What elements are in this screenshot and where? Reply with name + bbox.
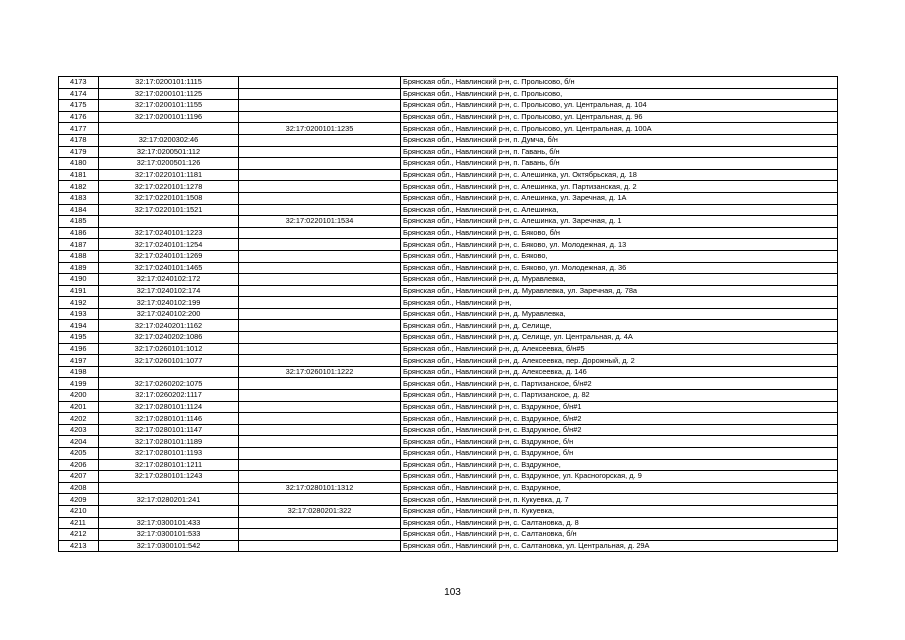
table-row — [59, 285, 838, 297]
cadastral-number-alt-cell — [239, 320, 401, 332]
table-row — [59, 134, 838, 146]
address-cell: Брянская обл., Навлинский р-н, с. Вздружное, б/н#2 — [401, 413, 838, 425]
cadastral-number-cell: 32:17:0260101:1012 — [99, 343, 239, 355]
cadastral-number-cell: 32:17:0300101:433 — [99, 517, 239, 529]
address-cell: Брянская обл., Навлинский р-н, п. Гавань, б/н — [401, 158, 838, 170]
table-row — [59, 448, 838, 460]
address-cell: Брянская обл., Навлинский р-н, с. Вздружное, б/н#2 — [401, 424, 838, 436]
cadastral-number-alt-cell — [239, 274, 401, 286]
cadastral-number-alt-cell — [239, 471, 401, 483]
cadastral-number-cell: 32:17:0240101:1254 — [99, 239, 239, 251]
row-number-cell: 4183 — [59, 192, 99, 204]
table-row — [59, 390, 838, 402]
address-cell: Брянская обл., Навлинский р-н, д. Алексеевка, д. 146 — [401, 366, 838, 378]
cadastral-number-alt-cell — [239, 181, 401, 193]
row-number-cell: 4189 — [59, 262, 99, 274]
address-cell: Брянская обл., Навлинский р-н, с. Салтановка, д. 8 — [401, 517, 838, 529]
address-cell: Брянская обл., Навлинский р-н, п. Думча, б/н — [401, 134, 838, 146]
table-row — [59, 216, 838, 228]
cadastral-number-alt-cell — [239, 204, 401, 216]
table-row — [59, 471, 838, 483]
address-cell: Брянская обл., Навлинский р-н, с. Бяково, — [401, 250, 838, 262]
cadastral-number-alt-cell — [239, 169, 401, 181]
row-number-cell: 4199 — [59, 378, 99, 390]
table-row — [59, 424, 838, 436]
cadastral-number-cell: 32:17:0200101:1155 — [99, 100, 239, 112]
address-cell: Брянская обл., Навлинский р-н, — [401, 297, 838, 309]
address-cell: Брянская обл., Навлинский р-н, с. Салтановка, ул. Центральная, д. 29А — [401, 540, 838, 552]
cadastral-number-cell: 32:17:0240101:1269 — [99, 250, 239, 262]
cadastral-number-cell: 32:17:0200101:1115 — [99, 77, 239, 89]
cadastral-number-alt-cell — [239, 343, 401, 355]
row-number-cell: 4201 — [59, 401, 99, 413]
cadastral-number-cell: 32:17:0200101:1125 — [99, 88, 239, 100]
table-row — [59, 192, 838, 204]
row-number-cell: 4173 — [59, 77, 99, 89]
row-number-cell: 4178 — [59, 134, 99, 146]
cadastral-number-alt-cell — [239, 88, 401, 100]
cadastral-number-alt-cell — [239, 459, 401, 471]
table-row — [59, 123, 838, 135]
cadastral-number-cell: 32:17:0280201:241 — [99, 494, 239, 506]
table-row — [59, 88, 838, 100]
address-cell: Брянская обл., Навлинский р-н, д. Муравлевка, — [401, 308, 838, 320]
address-cell: Брянская обл., Навлинский р-н, п. Кукуевка, д. 7 — [401, 494, 838, 506]
address-cell: Брянская обл., Навлинский р-н, п. Кукуевка, — [401, 505, 838, 517]
address-cell: Брянская обл., Навлинский р-н, с. Салтановка, б/н — [401, 529, 838, 541]
table-row — [59, 204, 838, 216]
row-number-cell: 4191 — [59, 285, 99, 297]
table-row — [59, 517, 838, 529]
table-row — [59, 378, 838, 390]
cadastral-number-alt-cell — [239, 413, 401, 425]
cadastral-number-alt-cell — [239, 250, 401, 262]
row-number-cell: 4203 — [59, 424, 99, 436]
table-row — [59, 436, 838, 448]
row-number-cell: 4195 — [59, 332, 99, 344]
cadastral-number-alt-cell — [239, 529, 401, 541]
cadastral-number-cell: 32:17:0260202:1117 — [99, 390, 239, 402]
address-cell: Брянская обл., Навлинский р-н, с. Алешинка, — [401, 204, 838, 216]
row-number-cell: 4204 — [59, 436, 99, 448]
address-cell: Брянская обл., Навлинский р-н, с. Вздружное, б/н#1 — [401, 401, 838, 413]
cadastral-number-cell: 32:17:0200101:1196 — [99, 111, 239, 123]
table-row — [59, 274, 838, 286]
address-cell: Брянская обл., Навлинский р-н, с. Бяково, б/н — [401, 227, 838, 239]
cadastral-number-cell: 32:17:0280101:1211 — [99, 459, 239, 471]
cadastral-number-cell: 32:17:0200302:46 — [99, 134, 239, 146]
row-number-cell: 4177 — [59, 123, 99, 135]
address-cell: Брянская обл., Навлинский р-н, д. Муравлевка, ул. Заречная, д. 78а — [401, 285, 838, 297]
cadastral-number-cell: 32:17:0280101:1147 — [99, 424, 239, 436]
cadastral-number-cell — [99, 505, 239, 517]
cadastral-number-cell: 32:17:0220101:1508 — [99, 192, 239, 204]
table-row — [59, 505, 838, 517]
address-cell: Брянская обл., Навлинский р-н, с. Вздружное, б/н — [401, 436, 838, 448]
table-row — [59, 343, 838, 355]
table-row — [59, 158, 838, 170]
row-number-cell: 4208 — [59, 482, 99, 494]
cadastral-number-cell: 32:17:0200501:126 — [99, 158, 239, 170]
table-row — [59, 262, 838, 274]
row-number-cell: 4200 — [59, 390, 99, 402]
address-cell: Брянская обл., Навлинский р-н, с. Вздружное, ул. Красногорская, д. 9 — [401, 471, 838, 483]
cadastral-number-alt-cell: 32:17:0280101:1312 — [239, 482, 401, 494]
cadastral-number-alt-cell: 32:17:0280201:322 — [239, 505, 401, 517]
address-cell: Брянская обл., Навлинский р-н, с. Пролысово, — [401, 88, 838, 100]
row-number-cell: 4207 — [59, 471, 99, 483]
address-cell: Брянская обл., Навлинский р-н, с. Пролысово, ул. Центральная, д. 96 — [401, 111, 838, 123]
table-row — [59, 250, 838, 262]
cadastral-number-alt-cell — [239, 262, 401, 274]
cadastral-number-cell: 32:17:0240102:172 — [99, 274, 239, 286]
cadastral-number-cell: 32:17:0280101:1243 — [99, 471, 239, 483]
table-row — [59, 297, 838, 309]
row-number-cell: 4184 — [59, 204, 99, 216]
row-number-cell: 4180 — [59, 158, 99, 170]
row-number-cell: 4193 — [59, 308, 99, 320]
row-number-cell: 4192 — [59, 297, 99, 309]
table-row — [59, 355, 838, 367]
table-row — [59, 181, 838, 193]
cadastral-number-alt-cell — [239, 285, 401, 297]
row-number-cell: 4202 — [59, 413, 99, 425]
cadastral-number-alt-cell — [239, 401, 401, 413]
address-cell: Брянская обл., Навлинский р-н, с. Вздружное, б/н — [401, 448, 838, 460]
cadastral-number-cell: 32:17:0260202:1075 — [99, 378, 239, 390]
cadastral-number-alt-cell — [239, 134, 401, 146]
address-cell: Брянская обл., Навлинский р-н, д. Муравлевка, — [401, 274, 838, 286]
cadastral-number-alt-cell — [239, 146, 401, 158]
cadastral-number-cell — [99, 482, 239, 494]
page-number: 103 — [444, 587, 461, 598]
cadastral-number-alt-cell — [239, 239, 401, 251]
address-cell: Брянская обл., Навлинский р-н, с. Алешинка, ул. Заречная, д. 1А — [401, 192, 838, 204]
row-number-cell: 4211 — [59, 517, 99, 529]
row-number-cell: 4197 — [59, 355, 99, 367]
address-cell: Брянская обл., Навлинский р-н, с. Алешинка, ул. Партизанская, д. 2 — [401, 181, 838, 193]
table-row — [59, 332, 838, 344]
row-number-cell: 4181 — [59, 169, 99, 181]
row-number-cell: 4212 — [59, 529, 99, 541]
cadastral-number-alt-cell — [239, 448, 401, 460]
cadastral-number-alt-cell — [239, 517, 401, 529]
cadastral-number-cell: 32:17:0240202:1086 — [99, 332, 239, 344]
row-number-cell: 4187 — [59, 239, 99, 251]
table-row — [59, 413, 838, 425]
table-row — [59, 169, 838, 181]
address-cell: Брянская обл., Навлинский р-н, с. Пролысово, ул. Центральная, д. 104 — [401, 100, 838, 112]
cadastral-number-cell: 32:17:0240102:199 — [99, 297, 239, 309]
address-cell: Брянская обл., Навлинский р-н, с. Партизанское, б/н#2 — [401, 378, 838, 390]
cadastral-number-cell — [99, 366, 239, 378]
table-row — [59, 100, 838, 112]
cadastral-number-cell: 32:17:0300101:542 — [99, 540, 239, 552]
table-row — [59, 320, 838, 332]
cadastral-number-alt-cell: 32:17:0220101:1534 — [239, 216, 401, 228]
cadastral-number-alt-cell — [239, 378, 401, 390]
cadastral-number-alt-cell: 32:17:0260101:1222 — [239, 366, 401, 378]
table-row — [59, 529, 838, 541]
cadastral-number-alt-cell — [239, 100, 401, 112]
table-row — [59, 366, 838, 378]
address-cell: Брянская обл., Навлинский р-н, с. Бяково, ул. Молодежная, д. 36 — [401, 262, 838, 274]
cadastral-number-cell: 32:17:0280101:1146 — [99, 413, 239, 425]
row-number-cell: 4210 — [59, 505, 99, 517]
address-cell: Брянская обл., Навлинский р-н, п. Гавань, б/н — [401, 146, 838, 158]
cadastral-number-alt-cell — [239, 436, 401, 448]
address-cell: Брянская обл., Навлинский р-н, д. Алексеевка, пер. Дорожный, д. 2 — [401, 355, 838, 367]
row-number-cell: 4209 — [59, 494, 99, 506]
address-cell: Брянская обл., Навлинский р-н, с. Алешинка, ул. Октябрьская, д. 18 — [401, 169, 838, 181]
row-number-cell: 4205 — [59, 448, 99, 460]
cadastral-number-cell — [99, 123, 239, 135]
cadastral-number-alt-cell — [239, 77, 401, 89]
row-number-cell: 4196 — [59, 343, 99, 355]
cadastral-number-alt-cell — [239, 355, 401, 367]
cadastral-number-cell: 32:17:0240102:174 — [99, 285, 239, 297]
address-cell: Брянская обл., Навлинский р-н, с. Алешинка, ул. Заречная, д. 1 — [401, 216, 838, 228]
address-cell: Брянская обл., Навлинский р-н, д. Селище, ул. Центральная, д. 4А — [401, 332, 838, 344]
address-cell: Брянская обл., Навлинский р-н, с. Вздружное, — [401, 459, 838, 471]
table-row — [59, 146, 838, 158]
row-number-cell: 4213 — [59, 540, 99, 552]
table-row — [59, 459, 838, 471]
registry-table — [58, 76, 838, 552]
cadastral-number-cell: 32:17:0240201:1162 — [99, 320, 239, 332]
address-cell: Брянская обл., Навлинский р-н, с. Пролысово, б/н — [401, 77, 838, 89]
cadastral-number-cell: 32:17:0220101:1521 — [99, 204, 239, 216]
cadastral-number-alt-cell — [239, 158, 401, 170]
table-row — [59, 111, 838, 123]
cadastral-number-alt-cell — [239, 332, 401, 344]
row-number-cell: 4194 — [59, 320, 99, 332]
cadastral-number-alt-cell — [239, 424, 401, 436]
row-number-cell: 4206 — [59, 459, 99, 471]
address-cell: Брянская обл., Навлинский р-н, с. Пролысово, ул. Центральная, д. 100А — [401, 123, 838, 135]
table-row — [59, 401, 838, 413]
cadastral-number-alt-cell — [239, 308, 401, 320]
address-cell: Брянская обл., Навлинский р-н, с. Партизанское, д. 82 — [401, 390, 838, 402]
cadastral-number-cell: 32:17:0220101:1181 — [99, 169, 239, 181]
cadastral-number-alt-cell — [239, 297, 401, 309]
cadastral-number-alt-cell — [239, 390, 401, 402]
cadastral-number-cell: 32:17:0280101:1189 — [99, 436, 239, 448]
cadastral-number-cell: 32:17:0240102:200 — [99, 308, 239, 320]
address-cell: Брянская обл., Навлинский р-н, с. Вздружное, — [401, 482, 838, 494]
cadastral-number-alt-cell — [239, 494, 401, 506]
table-row — [59, 494, 838, 506]
cadastral-number-alt-cell: 32:17:0200101:1235 — [239, 123, 401, 135]
cadastral-number-alt-cell — [239, 192, 401, 204]
row-number-cell: 4188 — [59, 250, 99, 262]
address-cell: Брянская обл., Навлинский р-н, д. Алексеевка, б/н#5 — [401, 343, 838, 355]
cadastral-number-cell: 32:17:0260101:1077 — [99, 355, 239, 367]
row-number-cell: 4175 — [59, 100, 99, 112]
cadastral-number-cell: 32:17:0200501:112 — [99, 146, 239, 158]
table-row — [59, 308, 838, 320]
row-number-cell: 4190 — [59, 274, 99, 286]
address-cell: Брянская обл., Навлинский р-н, д. Селище, — [401, 320, 838, 332]
cadastral-number-alt-cell — [239, 227, 401, 239]
cadastral-number-cell: 32:17:0280101:1193 — [99, 448, 239, 460]
row-number-cell: 4198 — [59, 366, 99, 378]
table-row — [59, 227, 838, 239]
row-number-cell: 4179 — [59, 146, 99, 158]
table-row — [59, 540, 838, 552]
cadastral-number-cell: 32:17:0240101:1223 — [99, 227, 239, 239]
table-row — [59, 482, 838, 494]
registry-body — [59, 77, 838, 552]
row-number-cell: 4176 — [59, 111, 99, 123]
row-number-cell: 4174 — [59, 88, 99, 100]
row-number-cell: 4182 — [59, 181, 99, 193]
cadastral-number-cell: 32:17:0300101:533 — [99, 529, 239, 541]
cadastral-number-cell: 32:17:0240101:1465 — [99, 262, 239, 274]
cadastral-number-alt-cell — [239, 111, 401, 123]
row-number-cell: 4185 — [59, 216, 99, 228]
row-number-cell: 4186 — [59, 227, 99, 239]
table-row — [59, 77, 838, 89]
cadastral-number-cell: 32:17:0220101:1278 — [99, 181, 239, 193]
cadastral-number-cell: 32:17:0280101:1124 — [99, 401, 239, 413]
cadastral-number-alt-cell — [239, 540, 401, 552]
cadastral-number-cell — [99, 216, 239, 228]
table-row — [59, 239, 838, 251]
address-cell: Брянская обл., Навлинский р-н, с. Бяково, ул. Молодежная, д. 13 — [401, 239, 838, 251]
